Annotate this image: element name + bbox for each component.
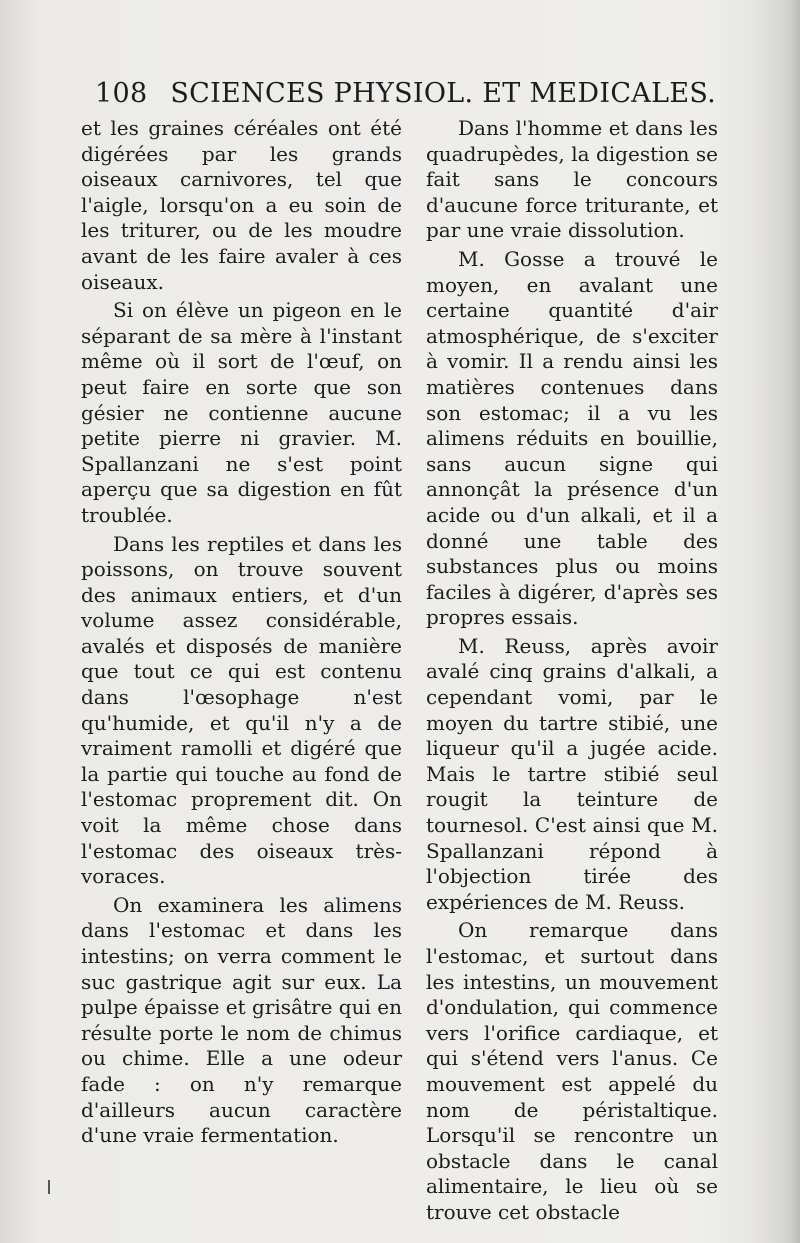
right-paragraph-2: M. Gosse a trouvé le moyen, en avalant une certaine quantité d'air atmosphérique, de s'exciter à vomir. Il a rendu ainsi les matières contenues dans son estomac; il a vu les alimens réduits en bouillie, sans aucun signe qui annonçât la présence d'un acide ou d'un alkali, et il a donné une table des substances plus ou moins faciles à digérer, d'après ses propres essais. [426, 246, 718, 630]
page-edge-shadow [752, 0, 800, 1243]
right-column [426, 116, 718, 1229]
left-paragraph-1: et les graines céréales ont été digérées par les grands oiseaux carnivores, tel que l'aigle, lorsqu'on a eu soin de les triturer, ou de les moudre avant de les faire avaler à ces oiseaux. [81, 116, 402, 294]
right-paragraph-3: M. Reuss, après avoir avalé cinq grains d'alkali, a cependant vomi, par le moyen du tartre stibié, une liqueur qu'il a jugée acide. Mais le tartre stibié seul rougit la teinture de tournesol. C'est ainsi que M. Spallanzani répond à l'objection tirée des expériences de M. Reuss. [426, 633, 718, 914]
running-header [95, 78, 717, 110]
margin-mark [48, 1180, 50, 1194]
left-paragraph-4: On examinera les alimens dans l'estomac et dans les intestins; on verra comment le suc gastrique agit sur eux. La pulpe épaisse et grisâtre qui en résulte porte le nom de chimus ou chime. Elle a une odeur fade : on n'y remarque d'ailleurs aucun caractère d'une vraie fermentation. [81, 892, 402, 1148]
running-title: SCIENCES PHYSIOL. ET MEDICALES. [170, 78, 717, 109]
right-paragraph-1: Dans l'homme et dans les quadrupèdes, la digestion se fait sans le concours d'aucune force triturante, et par une vraie dissolution. [426, 116, 718, 243]
left-paragraph-2: Si on élève un pigeon en le séparant de sa mère à l'instant même où il sort de l'œuf, on peut faire en sorte que son gésier ne contienne aucune petite pierre ni gravier. M. Spallanzani ne s'est point aperçu que sa digestion en fût troublée. [81, 298, 402, 527]
right-paragraph-4: On remarque dans l'estomac, et surtout dans les intestins, un mouvement d'ondulation, qui commence vers l'orifice cardiaque, et qui s'étend vers l'anus. Ce mouvement est appelé du nom de péristaltique. Lorsqu'il se rencontre un obstacle dans le canal alimentaire, le lieu où se trouve cet obstacle [426, 918, 718, 1224]
left-paragraph-3: Dans les reptiles et dans les poissons, on trouve souvent des animaux entiers, et d'un volume assez considérable, avalés et disposés de manière que tout ce qui est contenu dans l'œsophage n'est qu'humide, et qu'il n'y a de vraiment ramolli et digéré que la partie qui touche au fond de l'estomac proprement dit. On voit la même chose dans l'estomac des oiseaux très-voraces. [81, 531, 402, 889]
page-number: 108 [95, 78, 148, 109]
left-column [81, 116, 402, 1152]
